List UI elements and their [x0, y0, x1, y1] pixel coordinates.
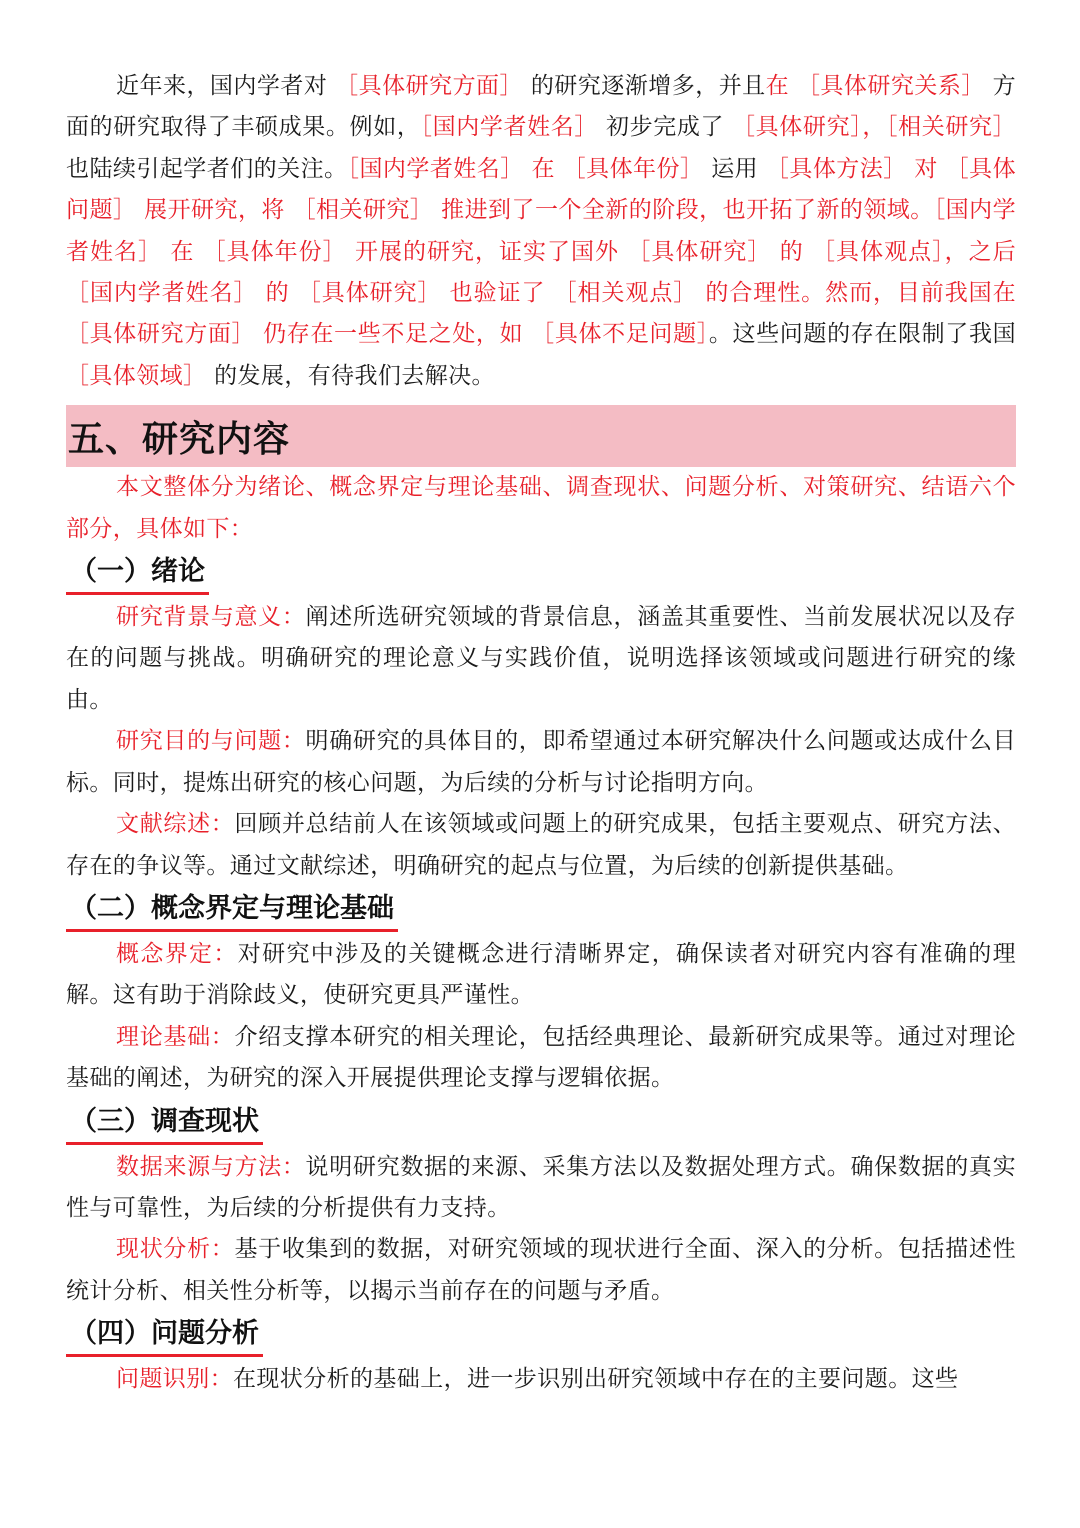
intro-seg-14: 的发展，有待我们去解决。 — [206, 362, 495, 389]
intro-seg-9: ［国内学者姓名］ 在 ［具体年份］ — [347, 155, 704, 182]
item-label: 数据来源与方法： — [116, 1153, 306, 1180]
subsection-heading-wrap — [66, 550, 1016, 597]
subsection-item — [66, 721, 1016, 804]
subsection-item — [66, 804, 1016, 887]
item-label: 研究目的与问题： — [116, 728, 306, 755]
item-text: 明确研究的具体目的，即希望通过本研究解决什么问题或达成什么目标。同时，提炼出研究的核心问题，为后续的分析与讨论指明方向。 — [66, 728, 1017, 796]
item-text: 回顾并总结前人在该领域或问题上的研究成果，包括主要观点、研究方法、存在的争议等。通过文献综述，明确研究的起点与位置，为后续的创新提供基础。 — [66, 811, 1017, 879]
item-text: 介绍支撑本研究的相关理论，包括经典理论、最新研究成果等。通过对理论基础的阐述，为研究的深入开展提供理论支撑与逻辑依据。 — [66, 1023, 1017, 1092]
item-label: 问题识别： — [116, 1366, 233, 1393]
intro-seg-5: ［国内学者姓名］ — [420, 114, 598, 141]
intro-seg-6: 初步完成了 — [598, 114, 733, 141]
subsection-heading: （二）概念界定与理论基础 — [66, 889, 398, 932]
intro-seg-12: 。这些问题的存在限制了我国 — [708, 321, 1016, 348]
subsection-heading-wrap — [66, 887, 1016, 934]
subsection-item — [66, 1017, 1016, 1100]
subsection-item — [66, 1359, 1016, 1400]
intro-seg-7: ［具体研究］，［相关研究］ — [732, 114, 1017, 141]
subsection-item — [66, 1147, 1016, 1230]
intro-seg-1: ［具体研究方面］ — [335, 73, 524, 99]
intro-seg-13: ［具体领域］ — [66, 362, 207, 389]
intro-seg-2: 的研究逐渐增多，并且 — [523, 73, 766, 99]
intro-seg-11: ［具体方法］ 对 ［具体问题］ 展开研究，将 ［相关研究］ 推进到了一个全新的阶段，也开拓了新的领域。［国内学者姓名］ 在 ［具体年份］ 开展的研究，证实了国外 ［具体研究］ 的 ［具体观点］，之后 ［国内学者姓名］ 的 ［具体研究］ 也验证了 ［相关观点］ 的合理性。然而，目前我国在 ［具体研究方面］ 仍存在一些不足之处，如 ［具体不足问题］ — [66, 155, 1016, 348]
document-page — [66, 66, 1016, 1401]
item-label: 理论基础： — [116, 1023, 235, 1050]
item-label: 文献综述： — [116, 811, 235, 838]
section-title: 五、研究内容 — [68, 418, 291, 460]
subsection-heading: （四）问题分析 — [66, 1314, 263, 1357]
subsection-heading: （三）调查现状 — [66, 1102, 263, 1145]
item-text: 阐述所选研究领域的背景信息，涵盖其重要性、当前发展状况以及存在的问题与挑战。明确研究的理论意义与实践价值，说明选择该领域或问题进行研究的缘由。 — [66, 604, 1017, 713]
section-heading-band — [66, 405, 1016, 467]
subsection-item — [66, 934, 1016, 1017]
item-text: 基于收集到的数据，对研究领域的现状进行全面、深入的分析。包括描述性统计分析、相关性分析等，以揭示当前存在的问题与矛盾。 — [66, 1236, 1017, 1304]
intro-seg-4: 方面的研究取得了丰硕成果。例如， — [66, 73, 1017, 141]
section-intro: 本文整体分为绪论、概念界定与理论基础、调查现状、问题分析、对策研究、结语六个部分，具体如下： — [66, 474, 1016, 542]
item-label: 概念界定： — [116, 940, 238, 967]
intro-seg-3: 在 ［具体研究关系］ — [765, 73, 985, 99]
subsection-item — [66, 597, 1016, 721]
subsection-heading-wrap — [66, 1312, 1016, 1359]
item-text: 在现状分析的基础上，进一步识别出研究领域中存在的主要问题。这些 — [233, 1366, 959, 1393]
intro-seg-0: 近年来，国内学者对 — [116, 73, 336, 99]
item-text: 对研究中涉及的关键概念进行清晰界定，确保读者对研究内容有准确的理解。这有助于消除歧义，使研究更具严谨性。 — [66, 940, 1016, 1009]
subsection-item — [66, 1229, 1016, 1312]
intro-paragraph — [66, 66, 1016, 397]
subsection-heading-wrap — [66, 1100, 1016, 1147]
intro-seg-10: 运用 — [703, 155, 766, 182]
item-label: 研究背景与意义： — [116, 604, 306, 631]
intro-seg-8: 也陆续引起学者们的关注。 — [66, 155, 348, 182]
item-label: 现状分析： — [116, 1236, 235, 1263]
subsection-heading: （一）绪论 — [66, 552, 209, 595]
item-text: 说明研究数据的来源、采集方法以及数据处理方式。确保数据的真实性与可靠性，为后续的分析提供有力支持。 — [66, 1153, 1017, 1221]
